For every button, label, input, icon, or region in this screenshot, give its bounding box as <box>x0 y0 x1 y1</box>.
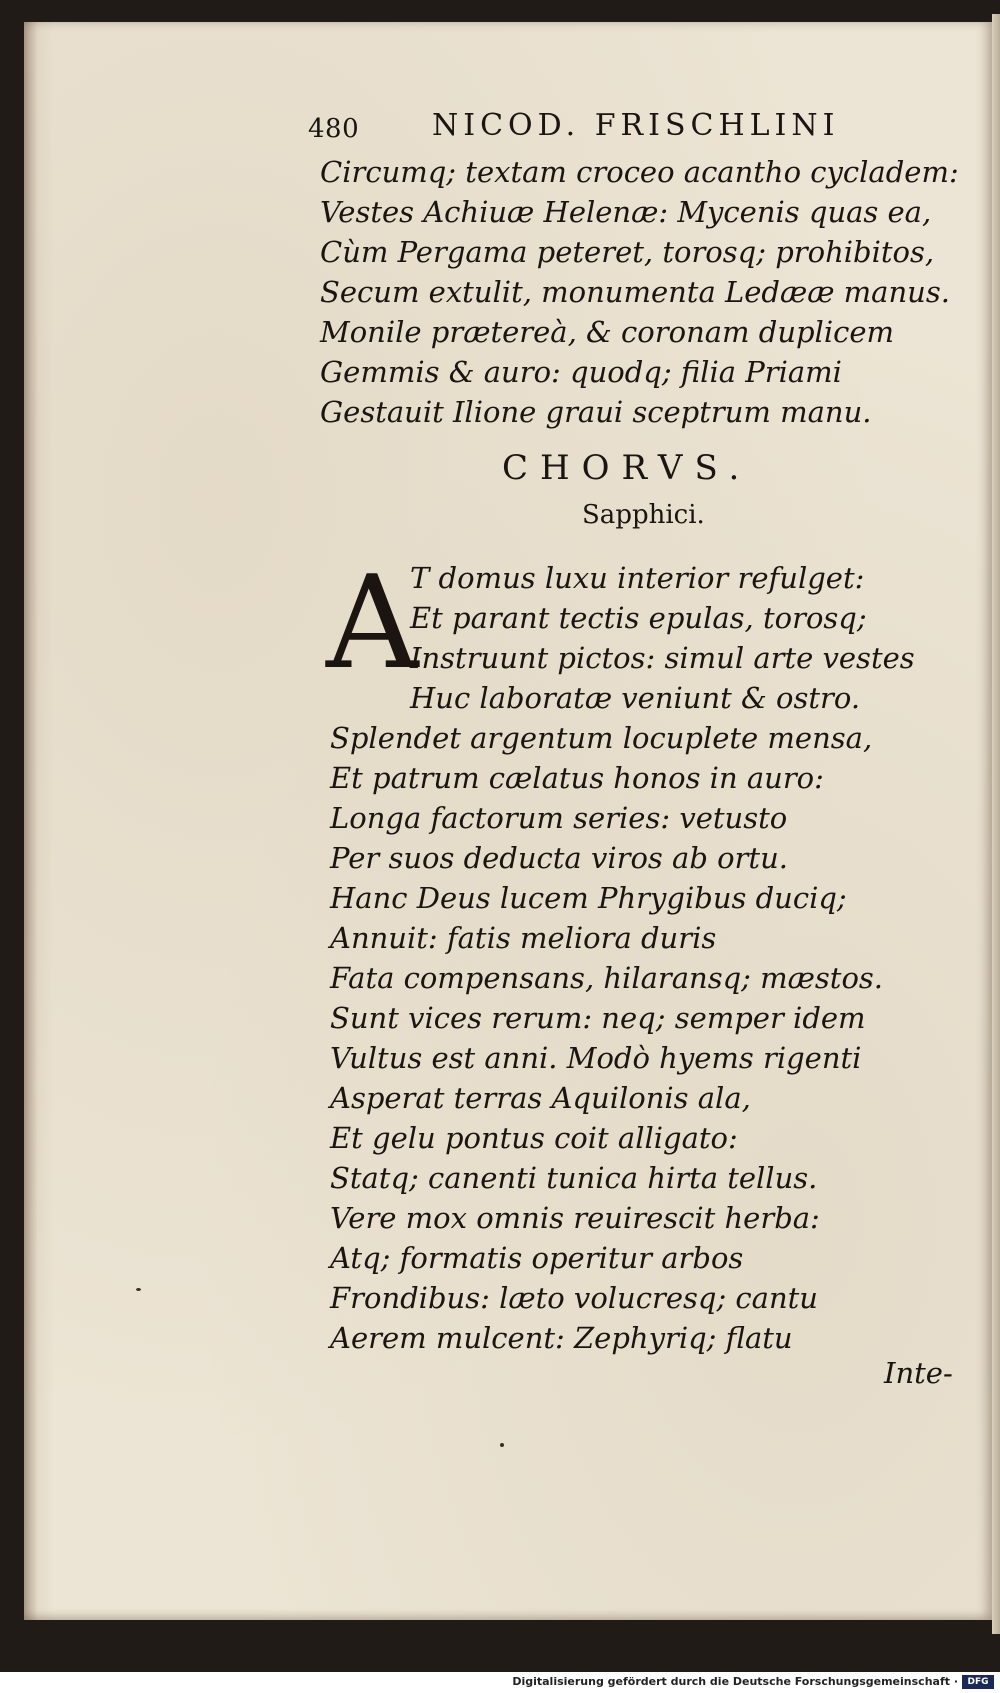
ink-speck <box>500 1443 504 1447</box>
verse-line: Et gelu pontus coit alligato: <box>330 1121 738 1155</box>
verse-line: Hanc Deus lucem Phrygibus duciq; <box>330 881 847 915</box>
digitization-credit: Digitalisierung gefördert durch die Deutsche Forschungsgemeinschaft · <box>512 1675 958 1688</box>
verse-line: Asperat terras Aquilonis ala, <box>330 1081 751 1115</box>
verse-line: Splendet argentum locuplete mensa, <box>330 721 873 755</box>
verse-line: Annuit: fatis meliora duris <box>330 921 717 955</box>
verse-line: Vultus est anni. Modò hyems rigenti <box>330 1041 862 1075</box>
verse-line: Vere mox omnis reuirescit herba: <box>330 1201 820 1235</box>
gutter-shadow <box>24 22 38 1620</box>
verse-line: Sunt vices rerum: neq; semper idem <box>330 1001 866 1035</box>
catchword: Inte- <box>884 1356 953 1390</box>
verse-block-top <box>320 152 959 432</box>
verse-line: Et patrum cælatus honos in auro: <box>330 761 824 795</box>
page-edge <box>992 14 1000 1634</box>
verse-line: Frondibus: læto volucresq; cantu <box>330 1281 818 1315</box>
verse-line: Secum extulit, monumenta Ledææ manus. <box>320 275 950 309</box>
verse-line: Gestauit Ilione graui sceptrum manu. <box>320 395 872 429</box>
verse-line: Cùm Pergama peteret, torosq; prohibitos, <box>320 235 935 269</box>
meter-label: Sapphici. <box>582 500 705 530</box>
verse-line: Statq; canenti tunica hirta tellus. <box>330 1161 818 1195</box>
verse-block-rest <box>330 718 883 1358</box>
verse-line: Atq; formatis operitur arbos <box>330 1241 744 1275</box>
verse-line: Circumq; textam croceo acantho cycladem: <box>320 155 959 189</box>
verse-line: Longa factorum series: vetusto <box>330 801 788 835</box>
verse-line: Instruunt pictos: simul arte vestes <box>410 641 915 675</box>
ink-speck <box>136 1288 141 1291</box>
verse-line: Gemmis & auro: quodq; filia Priami <box>320 355 842 389</box>
running-title: NICOD. FRISCHLINI <box>432 108 840 143</box>
verse-line: Per suos deducta viros ab ortu. <box>330 841 788 875</box>
verse-line: Aerem mulcent: Zephyriq; flatu <box>330 1321 793 1355</box>
verse-line: Huc laboratæ veniunt & ostro. <box>410 681 861 715</box>
verse-line: T domus luxu interior refulget: <box>410 561 865 595</box>
verse-line: Fata compensans, hilaransq; mæstos. <box>330 961 884 995</box>
verse-line: Vestes Achiuæ Helenæ: Mycenis quas ea, <box>320 195 932 229</box>
verse-line: Et parant tectis epulas, torosq; <box>410 601 867 635</box>
dfg-logo: DFG <box>962 1675 994 1689</box>
drop-cap: A <box>326 549 419 698</box>
page-header <box>308 108 856 152</box>
page-number: 480 <box>308 114 360 144</box>
footer-bar <box>0 1672 1000 1693</box>
verse-line: Monile prætereà, & coronam duplicem <box>320 315 895 349</box>
chorus-heading: CHORVS. <box>502 448 752 488</box>
verse-block-first-stanza <box>410 558 915 718</box>
